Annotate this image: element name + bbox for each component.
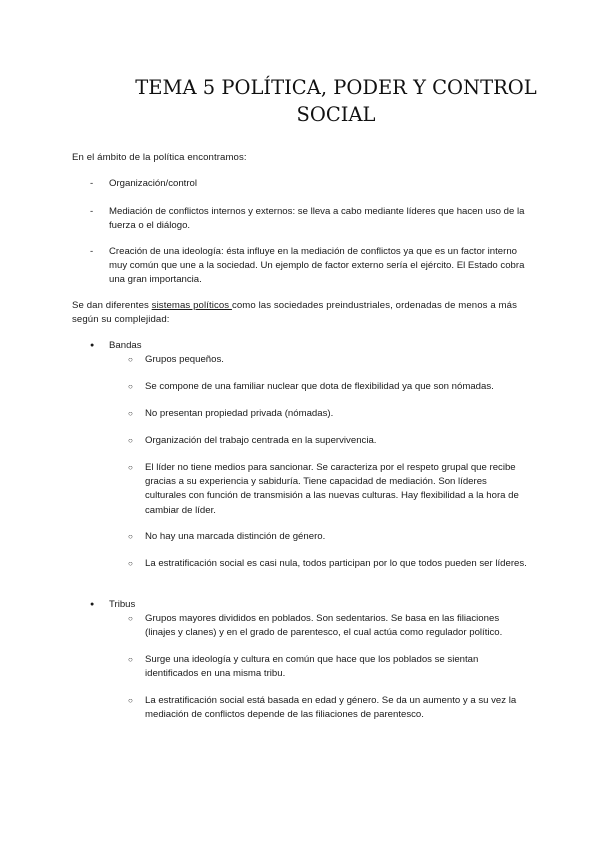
dash-marker: -	[90, 206, 94, 217]
sub-item-text: Se compone de una familiar nuclear que dota de flexibilidad ya que son nómadas.	[145, 381, 494, 392]
sub-marker: ○	[128, 696, 133, 705]
title-line-2: SOCIAL	[296, 103, 376, 126]
sub-item-text: El líder no tiene medios para sancionar. Se caracteriza por el respeto grupal que recibe gracias a su experiencia y sabiduría. Tiene capacidad de mediación. Son líderes culturales con función de transmisión a las nuevas culturas. Hay flexibilidad a la hora de cambiar de líder.	[145, 462, 519, 516]
page-title	[60, 74, 600, 128]
systems-text-before: Se dan diferentes	[72, 300, 152, 311]
dash-item-text: Organización/control	[109, 178, 197, 189]
bullet-marker: ●	[90, 601, 95, 608]
sub-marker: ○	[128, 655, 133, 664]
sub-marker: ○	[128, 382, 133, 391]
systems-paragraph	[72, 299, 542, 327]
sub-marker: ○	[128, 463, 133, 472]
sub-marker: ○	[128, 559, 133, 568]
sub-marker: ○	[128, 614, 133, 623]
sub-marker: ○	[128, 355, 133, 364]
systems-text-after: como las sociedades preindustriales, ordenadas de menos a más según su complejidad:	[72, 300, 517, 326]
dash-marker: -	[90, 246, 94, 257]
sub-item-text: Organización del trabajo centrada en la supervivencia.	[145, 435, 377, 446]
sub-marker: ○	[128, 409, 133, 418]
sub-marker: ○	[128, 436, 133, 445]
sub-item-text: Grupos pequeños.	[145, 354, 224, 365]
dash-item-text: Creación de una ideología: ésta influye en la mediación de conflictos ya que es un factor interno muy común que une a la sociedad. Un ejemplo de factor externo sería el ejército. El Estado cobra una gran importancia.	[109, 246, 525, 286]
title-line-1: TEMA 5 POLÍTICA, PODER Y CONTROL	[135, 76, 537, 99]
bullet-marker: ●	[90, 342, 95, 349]
dash-item-text: Mediación de conflictos internos y externos: se lleva a cabo mediante líderes que hacen uso de la fuerza o el diálogo.	[109, 206, 525, 232]
sub-item-text: No presentan propiedad privada (nómadas).	[145, 408, 334, 419]
dash-marker: -	[90, 178, 94, 189]
section-label: Bandas	[109, 340, 142, 351]
section-label: Tribus	[109, 599, 136, 610]
sub-item-text: Grupos mayores divididos en poblados. Son sedentarios. Se basa en las filiaciones (linajes y clanes) y en el grado de parentesco, el cual actúa como regulador político.	[145, 613, 503, 639]
sub-item-text: La estratificación social está basada en edad y género. Se da un aumento y a su vez la mediación de conflictos depende de las filiaciones de parentesco.	[145, 695, 517, 721]
sub-item-text: La estratificación social es casi nula, todos participan por lo que todos pueden ser líderes.	[145, 558, 527, 569]
systems-link[interactable]: sistemas políticos	[151, 300, 232, 311]
sub-item-text: Surge una ideología y cultura en común que hace que los poblados se sientan identificados en una misma tribu.	[145, 654, 479, 680]
sub-marker: ○	[128, 532, 133, 541]
sub-item-text: No hay una marcada distinción de género.	[145, 531, 326, 542]
intro-paragraph: En el ámbito de la política encontramos:	[72, 152, 247, 163]
